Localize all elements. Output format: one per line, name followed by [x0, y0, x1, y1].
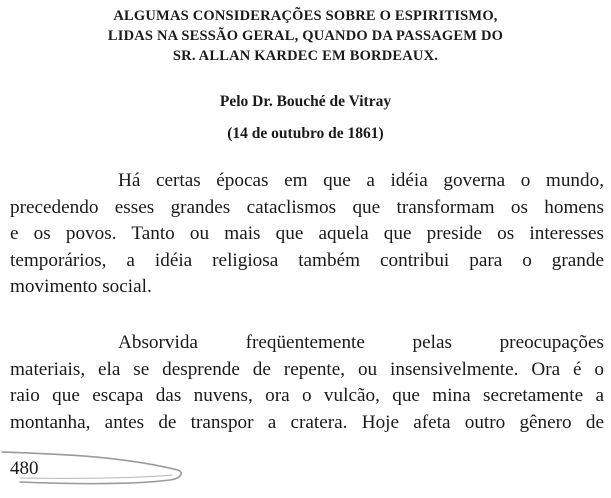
paragraph-line: materiais, ela se desprende de repente, ou insensivelmente. Ora é o [10, 358, 604, 380]
paragraph-line: precedendo esses grandes cataclismos que transformam os homens [10, 196, 604, 218]
paragraph-line: Absorvida freqüentemente pelas preocupações [118, 332, 604, 353]
chapter-heading [0, 6, 611, 66]
paragraph-2 [10, 330, 604, 436]
paragraph-1 [10, 168, 604, 301]
author-line: Pelo Dr. Bouché de Vitray [219, 93, 392, 110]
paragraph-line: e os povos. Tanto ou mais que aquela que preside os interesses [10, 223, 604, 244]
heading-line-2: LIDAS NA SESSÃO GERAL, QUANDO DA PASSAGEM DO [107, 28, 504, 44]
paragraph-line: raio que escapa das nuvens, ora o vulcão, que mina secretamente a [10, 385, 604, 406]
heading-line-1: ALGUMAS CONSIDERAÇÕES SOBRE O ESPIRITISMO, [113, 8, 498, 24]
paragraph-line: Há certas épocas em que a idéia governa o mundo, [118, 170, 604, 191]
paragraph-line: temporários, a idéia religiosa também contribui para o grande [10, 249, 604, 271]
page-number: 480 [10, 458, 39, 479]
paragraph-line: movimento social. [10, 276, 152, 297]
paragraph-line: montanha, antes de transpor a cratera. Hoje afeta outro gênero de [10, 411, 604, 433]
date-line: (14 de outubro de 1861) [227, 125, 384, 142]
heading-line-3: SR. ALLAN KARDEC EM BORDEAUX. [172, 48, 439, 64]
